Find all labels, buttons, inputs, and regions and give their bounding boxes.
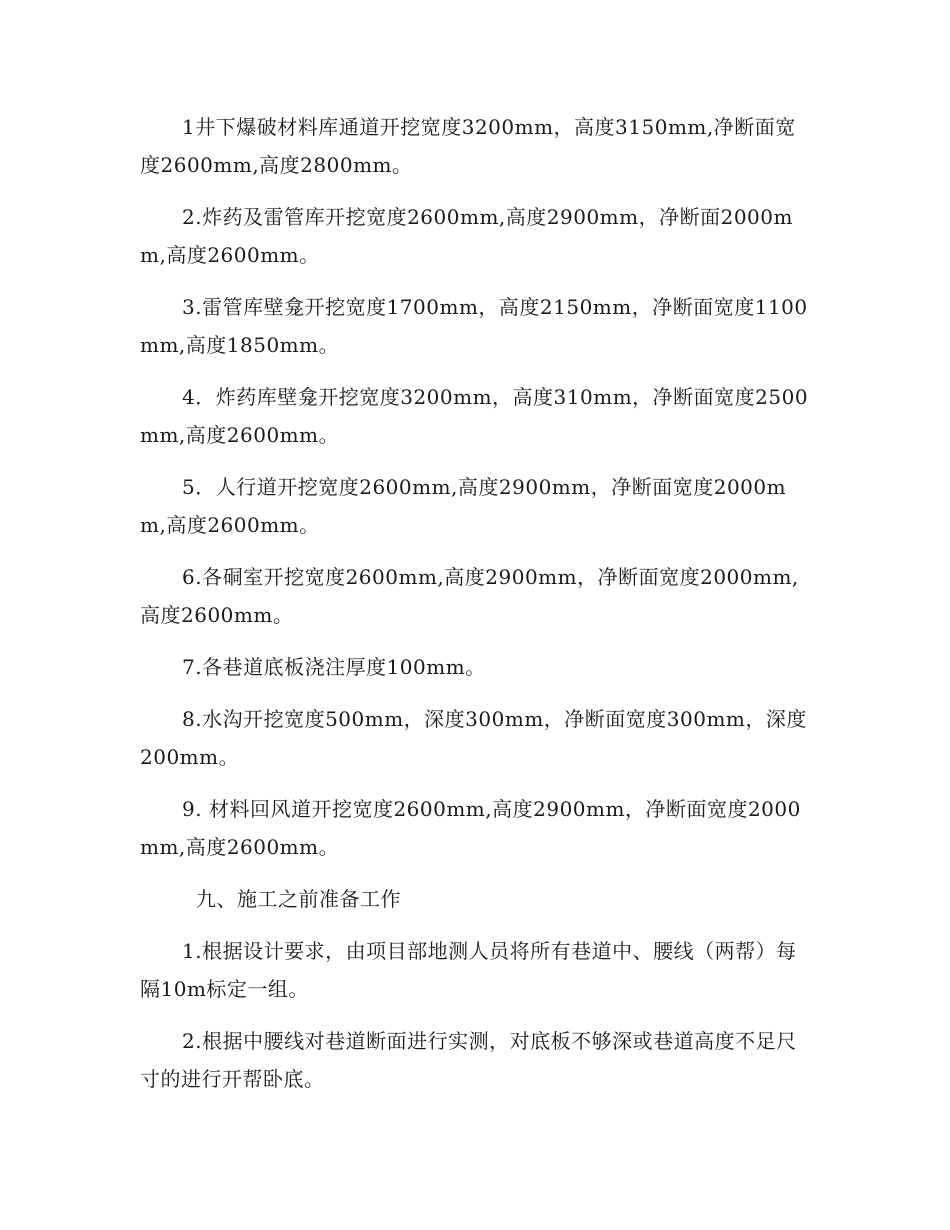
- paragraph-floor-pouring: 7.各巷道底板浇注厚度100mm。: [182, 655, 486, 679]
- paragraph-walkway: 5．人行道开挖宽度2600mm,高度2900mm，净断面宽度2000mm,高度2600mm。: [140, 475, 787, 537]
- paragraph-detonator-niche: 3.雷管库壁龛开挖宽度1700mm，高度2150mm，净断面宽度1100mm,高度1850mm。: [140, 295, 808, 357]
- document-page: [140, 108, 810, 1112]
- paragraph-return-airway: 9. 材料回风道开挖宽度2600mm,高度2900mm，净断面宽度2000mm,高度2600mm。: [140, 797, 801, 859]
- paragraph-section-measurement: 2.根据中腰线对巷道断面进行实测，对底板不够深或巷道高度不足尺寸的进行开帮卧底。: [140, 1029, 797, 1091]
- paragraph-explosive-detonator-store: 2.炸药及雷管库开挖宽度2600mm,高度2900mm，净断面2000mm,高度2600mm。: [140, 205, 793, 267]
- paragraph-tunnel-dimensions: 1井下爆破材料库通道开挖宽度3200mm，高度3150mm,净断面宽度2600mm,高度2800mm。: [140, 115, 796, 177]
- paragraph-chambers: 6.各硐室开挖宽度2600mm,高度2900mm，净断面宽度2000mm,高度2600mm。: [140, 565, 799, 627]
- paragraph-explosive-niche: 4．炸药库壁龛开挖宽度3200mm，高度310mm，净断面宽度2500mm,高度2600mm。: [140, 385, 809, 447]
- section-heading-preparation: 九、施工之前准备工作: [196, 887, 401, 911]
- paragraph-survey-marking: 1.根据设计要求，由项目部地测人员将所有巷道中、腰线（两帮）每隔10m标定一组。: [140, 939, 797, 1001]
- paragraph-drainage-ditch: 8.水沟开挖宽度500mm，深度300mm，净断面宽度300mm，深度200mm。: [140, 707, 807, 769]
